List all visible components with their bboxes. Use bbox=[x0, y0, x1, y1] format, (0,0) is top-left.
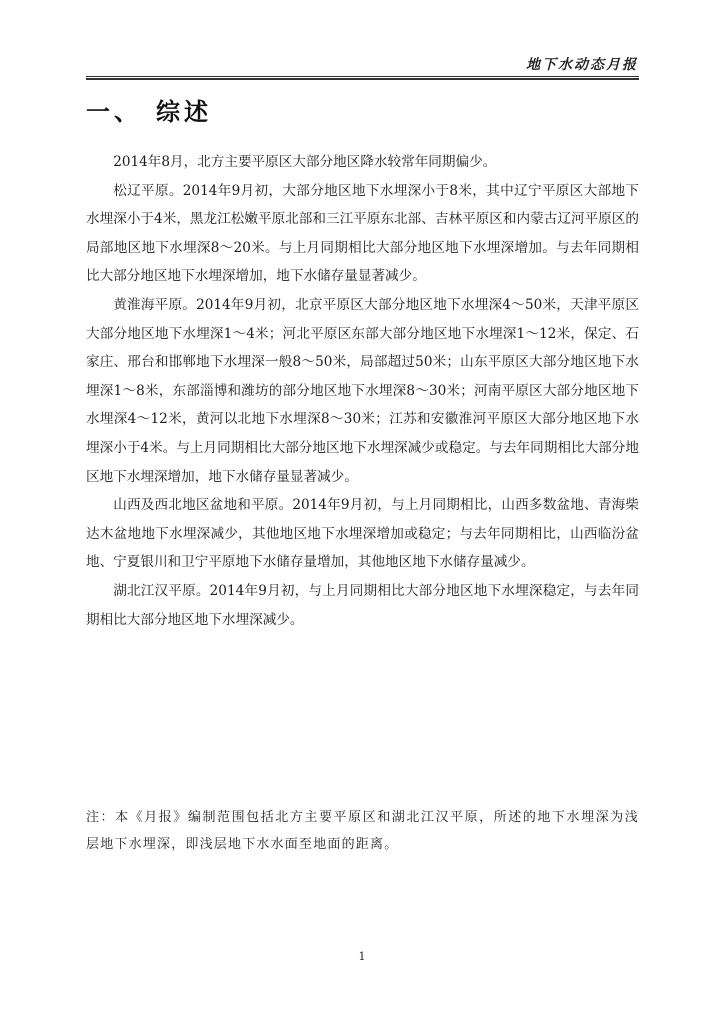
section-heading bbox=[86, 92, 212, 127]
paragraph-shanxi-northwest: 山西及西北地区盆地和平原。2014年9月初，与上月同期相比，山西多数盆地、青海柴达木盆地地下水埋深减少，其他地区地下水埋深增加或稳定；与去年同期相比，山西临汾盆地、宁夏银川和卫宁平原地下水储存量增加，其他地区地下水储存量减少。 bbox=[86, 497, 639, 571]
running-header: 地下水动态月报 bbox=[526, 57, 638, 73]
body-text bbox=[86, 148, 639, 634]
paragraph-summary: 2014年8月，北方主要平原区大部分地区降水较常年同期偏少。 bbox=[113, 154, 497, 170]
page-number: 1 bbox=[358, 950, 366, 963]
footnote: 注：本《月报》编制范围包括北方主要平原区和湖北江汉平原，所述的地下水埋深为浅层地下水埋深，即浅层地下水水面至地面的距离。 bbox=[86, 810, 639, 852]
paragraph-songliao: 松辽平原。2014年9月初，大部分地区地下水埋深小于8米，其中辽宁平原区大部地下水埋深小于4米，黑龙江松嫩平原北部和三江平原东北部、吉林平原区和内蒙古辽河平原区的局部地区地下水埋深8～20米。与上月同期相比大部分地区地下水埋深增加。与去年同期相比大部分地区地下水埋深增加，地下水储存量显著减少。 bbox=[86, 182, 639, 285]
paragraph-jianghan: 湖北江汉平原。2014年9月初，与上月同期相比大部分地区地下水埋深稳定，与去年同期相比大部分地区地下水埋深减少。 bbox=[86, 582, 639, 628]
paragraph-huanghuaihai: 黄淮海平原。2014年9月初，北京平原区大部分地区地下水埋深4～50米，天津平原区大部分地区地下水埋深1～4米；河北平原区东部大部分地区地下水埋深1～12米，保定、石家庄、邢台和邯郸地下水埋深一般8～50米，局部超过50米；山东平原区大部分地区地下水埋深1～8米，东部淄博和潍坊的部分地区地下水埋深8～30米；河南平原区大部分地区地下水埋深4～12米，黄河以北地下水埋深8～30米；江苏和安徽淮河平原区大部分地区地下水埋深小于4米。与上月同期相比大部分地区地下水埋深减少或稳定。与去年同期相比大部分地区地下水埋深增加，地下水储存量显著减少。 bbox=[86, 296, 639, 485]
section-number: 一、 bbox=[86, 98, 142, 126]
header-rule bbox=[86, 76, 639, 80]
section-title: 综述 bbox=[156, 98, 212, 126]
